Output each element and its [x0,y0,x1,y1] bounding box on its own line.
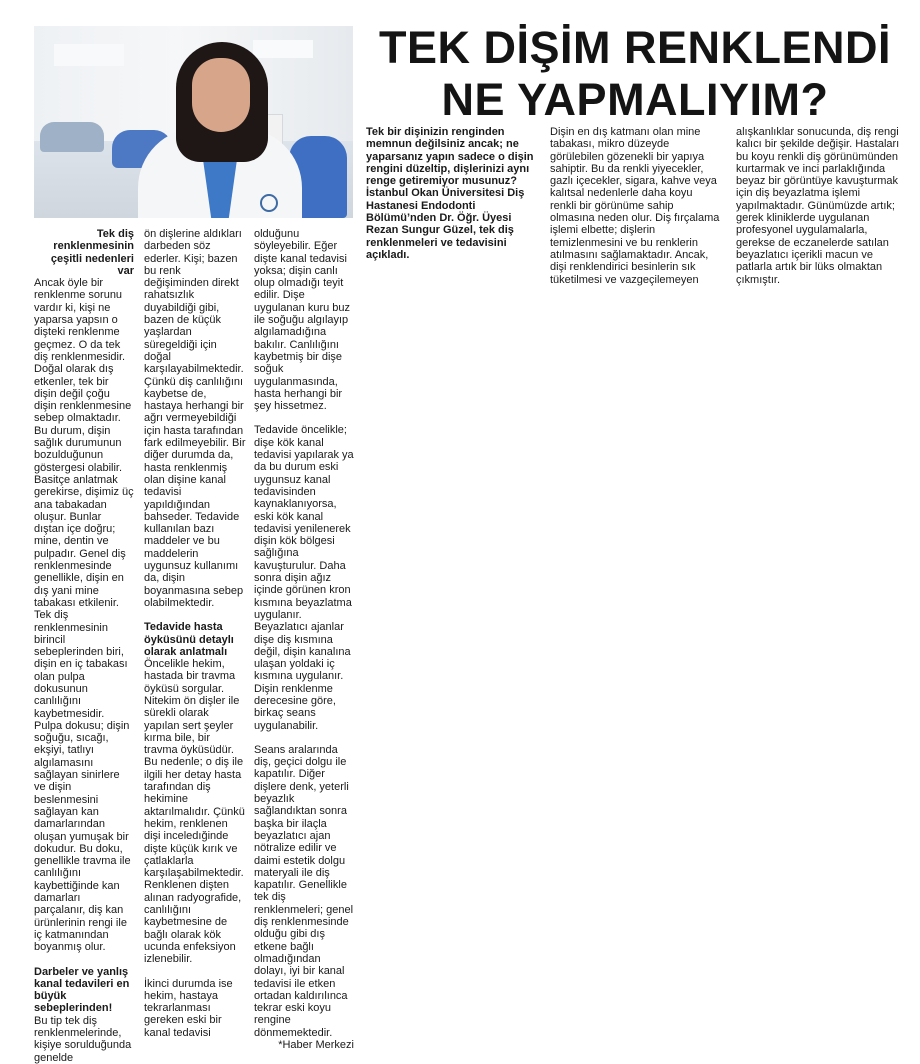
article-column-6 [736,126,908,286]
article-column-3 [254,228,354,1051]
byline: *Haber Merkezi [278,1039,354,1051]
subheading: Darbeler ve yanlış kanal tedavileri en büyük sebeplerinden! [34,965,130,1015]
paragraph: Dişin en dış katmanı olan mine tabakası, mikro düzeyde görülebilen gözenekli bir yapıya sahiptir. Bu da renkli yiyecekler, gazlı içecekler, sigara, kahve veya kalıtsal nedenlerle daha koyu renkli bir görünüme sahip olmasına neden olur. Diş fırçalama işlemi elbette; dişlerin temizlenmesini ve bu renklerin atılmasını sağlamaktadır. Ancak, dişi renklendirici besinlerin sık tüketilmesi ve vazgeçilemeyen [550,126,720,286]
dental-chair [40,122,104,152]
lead-paragraph: Tek bir dişinizin renginden memnun değilsiniz ancak; ne yaparsanız yapın sadece o dişin rengini düzeltip, dişlerinizi aynı renge getiremiyor musunuz? İstanbul Okan Üniversitesi Diş Hastanesi Endodonti Bölümü’nden Dr. Öğr. Üyesi Rezan Sungur Güzel, tek diş renklenmeleri ve tedavisini açıkladı. [366,126,534,261]
headline-line-2: NE YAPMALIYIM? [441,74,829,125]
paragraph: İkinci durumda ise hekim, hastaya tekrarlanması gereken eski bir kanal tedavisi [144,977,233,1039]
paragraph: Öncelikle hekim, hastada bir travma öyküsü sorgular. Nitekim ön dişler ile sürekli olarak yapılan sert şeyler kırma bile, bir travma öyküsüdür. Bu nedenle; o diş ile ilgili her detay hasta tarafından diş hekimine aktarılmalıdır. Çünkü hekim, renklenen dişi inceledığinde dişte küçük kırık ve çatlaklarla karşılaşabilmektedir. Renklenen dişten alınan radyografide, canlılığını kaybetmesine de bağlı olarak kök ucunda enfeksiyon izlenebilir. [144,658,245,966]
subheading: Tedavide hasta öyküsünü detaylı olarak anlatmalı [144,621,234,658]
paragraph: olduğunu söyleyebilir. Eğer dişte kanal tedavisi yoksa; dişin canlı olup olmadığı teyit edilir. Dişe uygulanan kuru buz ile soğuğu algılayıp algılamadığına bakılır. Canlılığını kaybetmiş bir dişe soğuk uygulanmasında, hasta herhangi bir şey hissetmez. [254,228,351,413]
paragraph: ön dişlerine aldıkları darbeden söz ederler. Kişi; bazen bu renk değişiminden direkt rahatsızlık duyabildiği gibi, bazen de küçük yaşlardan süregeldiği için doğal karşılayabilmektedir. Çünkü diş canlılığını kaybetse de, hastaya herhangi bir ağrı vermeyebildiği için hasta tarafından fark edilmeyebilir. Bir diğer durumda da, hasta renklenmiş olan dişine kanal tedavisi yapıldığından bahseder. Tedavide kullanılan bazı maddeler ve bu maddelerin uygunsuz kullanımı da, dişin boyanmasına sebep olabilmektedir. [144,228,246,609]
headline [362,22,908,126]
article-column-1 [34,228,134,1064]
paragraph: Bu tip tek diş renklenmelerinde, kişiye sorulduğunda genelde [34,1014,132,1064]
paragraph: Seans aralarında diş, geçici dolgu ile kapatılır. Diğer dişlere denk, yeterli beyazlık sağlandıktan sonra başka bir ilaçla beyazlatıcı ajan nötralize edilir ve daimi estetik dolgu materyali ile diş kapatılır. Genellikle tek diş renklenmeleri; genel diş renklenmesinde olduğu gibi dış etkene bağlı olmadığından dolayı, iyi bir kanal tedavisi ile etken ortadan kaldırılınca tekrar eski koyu rengine dönmemektedir. [254,743,354,1039]
intro-column [366,126,536,261]
paragraph: alışkanlıklar sonucunda, diş rengi kalıcı bir şekilde değişir. Hastaları bu koyu renkli diş görünümünden kurtarmak ve inci parlaklığında beyaz bir görüntüye kavuşturmak için diş beyazlatma işlemi yapılmaktadır. Günümüzde artık; gerek kliniklerde uygulanan profesyonel uygulamalarla, gerekse de eczanelerde satılan beyazlatıcı içerikli macun ve patlarla artık bir lüks olmaktan çıkmıştır. [736,126,900,286]
hospital-logo-icon [260,194,278,212]
article-column-2 [144,228,246,1039]
paragraph: Ancak öyle bir renklenme sorunu vardır ki, kişi ne yaparsa yapsın o dişteki renklenme geçmez. O da tek diş renklenmesidir. Doğal olarak dış etkenler, tek bir dişin değil çoğu dişin renklenmesine sebep olmaktadır. Bu durum, dişin sağlık durumunun bozulduğunun göstergesi olabilir. Basitçe anlatmak gerekirse, dişimiz üç ana tabakadan oluşur. Bunlar dıştan içe doğru; mine, dentin ve pulpadır. Genel diş renklenmesinde genellikle, dişin en dış yani mine tabakası etkilenir. Tek diş renklenmesinin birincil sebeplerinden biri, dişin en iç tabakası olan pulpa dokusunun canlılığını kaybetmesidir. Pulpa dokusu; dişin soğuğu, sıcağı, ekşiyi, tatlıyı algılamasını sağlayan sinirlere ve dişin beslenmesini sağlayan kan damarlarından oluşan yumuşak bir dokudur. Bu doku, genellikle travma ile canlılığını kaybettiğinde kan damarları parçalanır, diş kan ürünlerinin rengi ile iç katmanından boyanmış olur. [34,277,134,954]
doctor-face [192,58,250,132]
subheading: Tek diş renklenmesinin çeşitli nedenleri var [50,228,134,277]
article-column-5 [550,126,720,286]
doctor-photo [34,26,353,218]
headline-line-1: TEK DİŞİM RENKLENDİ [378,22,891,73]
paragraph: Tedavide öncelikle; dişe kök kanal tedavisi yapılarak ya da bu durum eski uygunsuz kanal tedavisinden kaynaklanıyorsa, eski kök kanal tedavisi yenilenerek dişin kök bölgesi sağlığına kavuşturulur. Daha sonra dişin ağız içinde görünen kron kısmına beyazlatma uygulanır. Beyazlatıcı ajanlar dişe diş kısmına değil, dişin kanalına ulaşan yoldaki iç kısmına uygulanır. Dişin renklenme derecesine göre, birkaç seans uygulanabilir. [254,424,354,732]
